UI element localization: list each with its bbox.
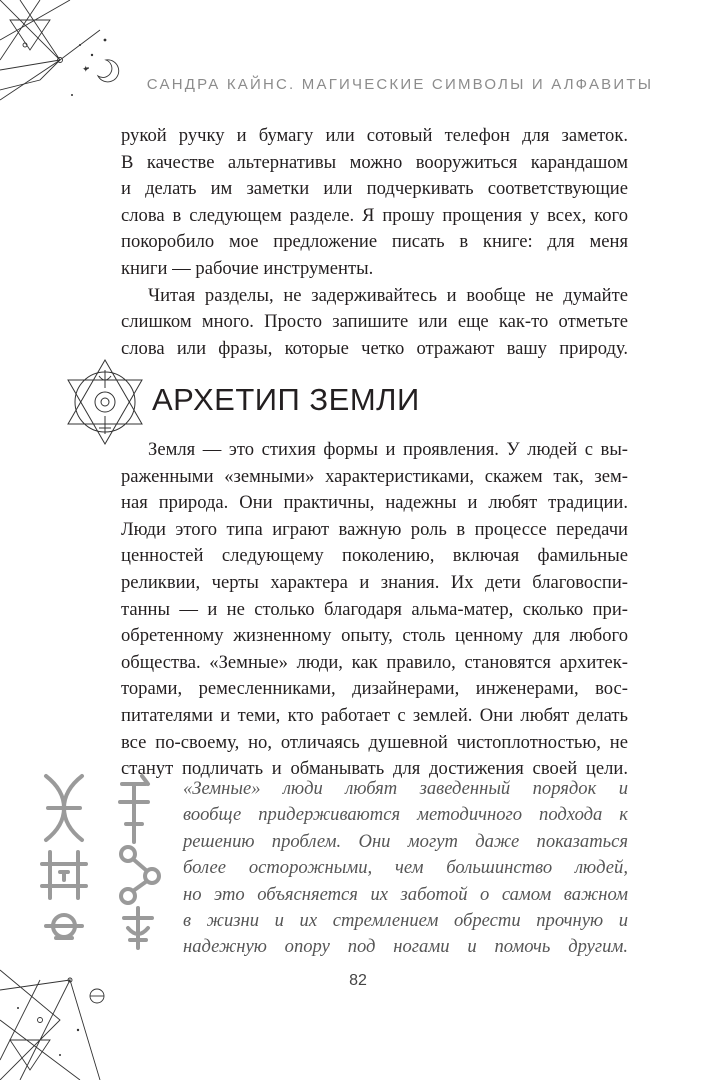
paragraph-3 <box>121 437 628 783</box>
svg-text:✦: ✦ <box>82 64 90 74</box>
sigil-symbols-icon <box>38 768 168 950</box>
paragraph-1 <box>121 123 628 283</box>
text-line: покоробило мое предложение писать в книге: для меня <box>121 231 628 253</box>
text-line: ная природа. Они практичны, надежны и любят традиции. <box>121 492 628 514</box>
text-line: торами, ремесленниками, дизайнерами, инженерами, вос- <box>121 678 628 700</box>
pull-quote <box>183 776 628 961</box>
text-line: станут подличать и обманывать для достижения своей цели. <box>121 758 628 780</box>
text-line: танны — и не столько благодаря альма-матер, сколько при- <box>121 598 628 620</box>
quote-line: в жизни и их стремлением обрести прочную и <box>183 910 628 932</box>
quote-line: надежную опору под ногами и помочь другим. <box>183 936 628 958</box>
paragraph-2-cont <box>121 309 628 362</box>
quote-line: вообще придерживаются методичного подхода к <box>183 804 628 826</box>
quote-line: но это объясняется их заботой о самом важном <box>183 883 628 905</box>
text-line: и делать им заметки или подчеркивать соответствующие <box>121 178 628 200</box>
paragraph-2 <box>121 283 628 310</box>
text-line: все по-своему, но, отличаясь душевной чистоплотностью, не <box>121 731 628 753</box>
text-line: ценностей следующему поколению, включая фамильные <box>121 545 628 567</box>
text-line: общества. «Земные» люди, как правило, становятся архитек- <box>121 651 628 673</box>
text-line: питателями и теми, кто работает с землей. Они любят делать <box>121 704 628 726</box>
quote-line: более осторожными, чем большинство людей, <box>183 857 628 879</box>
page-number: 82 <box>349 972 367 989</box>
corner-geometric-ornament-bottom <box>0 960 130 1080</box>
text-line: книги — рабочие инструменты. <box>121 257 374 279</box>
text-line: слова или фразы, которые четко отражают вашу природу. <box>121 337 628 359</box>
text-line: В качестве альтернативы можно вооружиться карандашом <box>121 151 628 173</box>
text-line: рукой ручку и бумагу или сотовый телефон для заметок. <box>121 125 628 146</box>
text-line: реликвии, черты характера и знания. Их дети благовоспи- <box>121 571 628 593</box>
text-line: Земля — это стихия формы и проявления. У людей с вы- <box>148 439 628 460</box>
running-head: САНДРА КАЙНС. МАГИЧЕСКИЕ СИМВОЛЫ И АЛФАВИТЫ <box>146 76 654 93</box>
corner-geometric-ornament-top <box>0 0 130 110</box>
text-line: Люди этого типа играют важную роль в процессе передачи <box>121 518 628 540</box>
text-line: слишком много. Просто запишите или еще как-то отметьте <box>121 311 628 332</box>
quote-line: решению проблем. Они могут даже показаться <box>183 830 628 852</box>
text-line: обретенному жизненному опыту, столь ценному для любого <box>121 625 628 647</box>
text-line: Читая разделы, не задерживайтесь и вообще не думайте <box>148 285 628 306</box>
text-line: раженными «земными» характеристиками, скажем так, зем- <box>121 465 628 487</box>
quote-line: «Земные» люди любят заведенный порядок и <box>183 778 628 799</box>
section-heading: АРХЕТИП ЗЕМЛИ <box>152 382 420 417</box>
text-line: слова в следующем разделе. Я прошу прощения у всех, кого <box>121 204 628 226</box>
